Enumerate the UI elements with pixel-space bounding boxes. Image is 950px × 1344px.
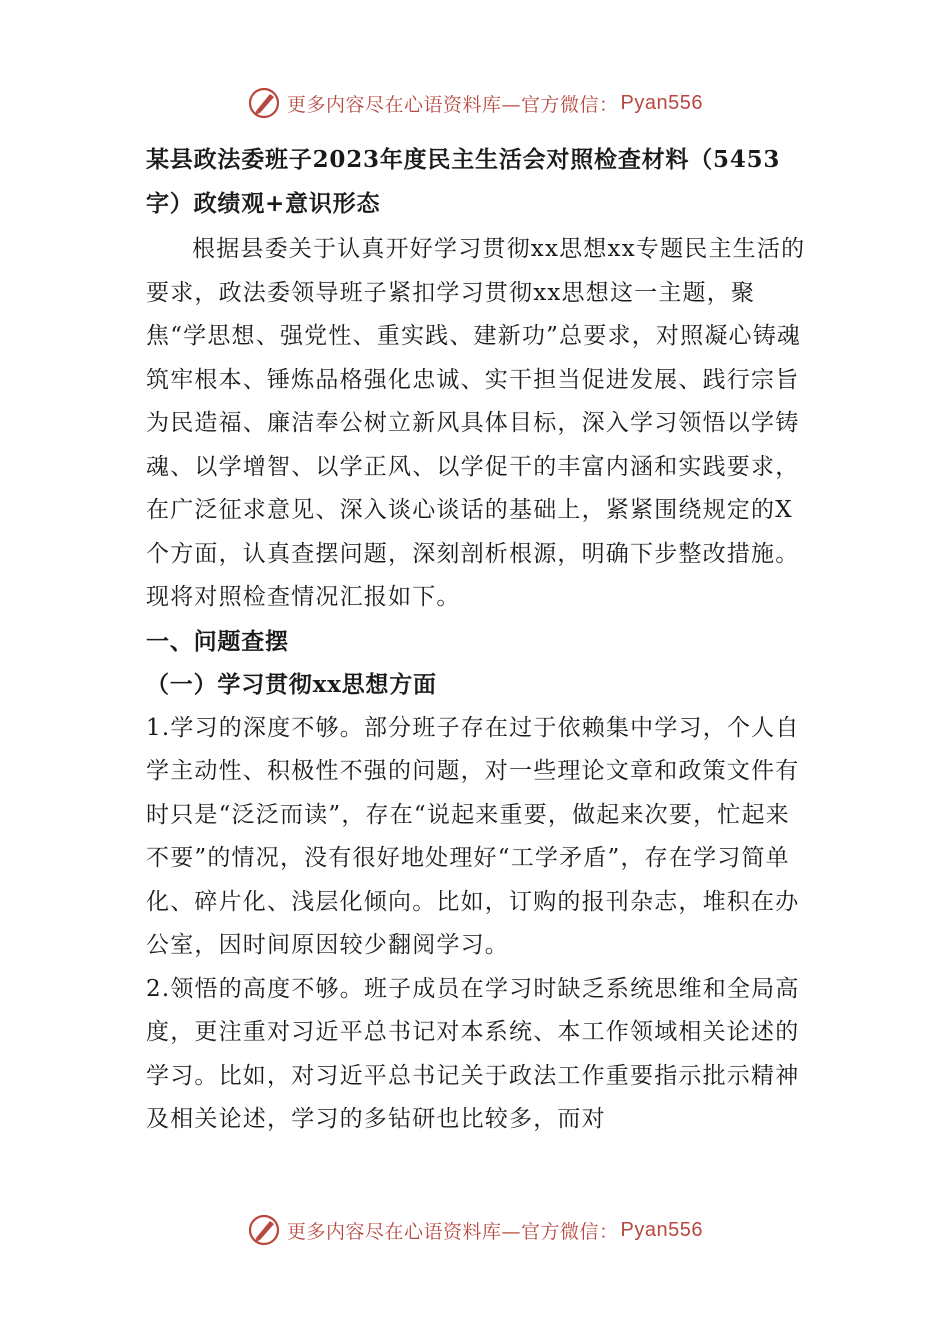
- banner-wechat-id: Pyan556: [620, 1218, 703, 1241]
- top-watermark-banner: [0, 86, 950, 120]
- bottom-watermark-banner: [0, 1213, 950, 1247]
- list-item-study-depth: 1.学习的深度不够。部分班子存在过于依赖集中学习，个人自学主动性、积极性不强的问题，对一些理论文章和政策文件有时只是“泛泛而读”，存在“说起来重要，做起来次要，忙起来不要”的情况，没有很好地处理好“工学矛盾”，存在学习简单化、碎片化、浅层化倾向。比如，订购的报刊杂志，堆积在办公室，因时间原因较少翻阅学习。: [146, 714, 800, 958]
- section-heading-problems: 一、问题查摆: [146, 627, 289, 655]
- document-title: 某县政法委班子2023年度民主生活会对照检查材料（5453字）政绩观+意识形态: [146, 146, 781, 217]
- banner-wechat-id: Pyan556: [620, 91, 703, 114]
- subsection-heading-study: （一）学习贯彻xx思想方面: [146, 671, 437, 698]
- banner-text: 更多内容尽在心语资料库—官方微信：: [287, 93, 619, 116]
- pen-circle-logo-icon: [247, 86, 281, 120]
- pen-circle-logo-icon: [247, 1213, 281, 1247]
- banner-text: 更多内容尽在心语资料库—官方微信：: [287, 1220, 619, 1243]
- list-item-understanding-height: 2.领悟的高度不够。班子成员在学习时缺乏系统思维和全局高度，更注重对习近平总书记对本系统、本工作领域相关论述的学习。比如，对习近平总书记关于政法工作重要指示批示精神及相关论述，学习的多钻研也比较多，而对: [146, 975, 800, 1132]
- intro-paragraph: 根据县委关于认真开好学习贯彻xx思想xx专题民主生活的要求，政法委领导班子紧扣学习贯彻xx思想这一主题，聚焦“学思想、强党性、重实践、建新功”总要求，对照凝心铸魂筑牢根本、锤炼品格强化忠诚、实干担当促进发展、践行宗旨为民造福、廉洁奉公树立新风具体目标，深入学习领悟以学铸魂、以学增智、以学正风、以学促干的丰富内涵和实践要求，在广泛征求意见、深入谈心谈话的基础上，紧紧围绕规定的X个方面，认真查摆问题，深刻剖析根源，明确下步整改措施。现将对照检查情况汇报如下。: [146, 236, 806, 610]
- document-body: [146, 138, 811, 1142]
